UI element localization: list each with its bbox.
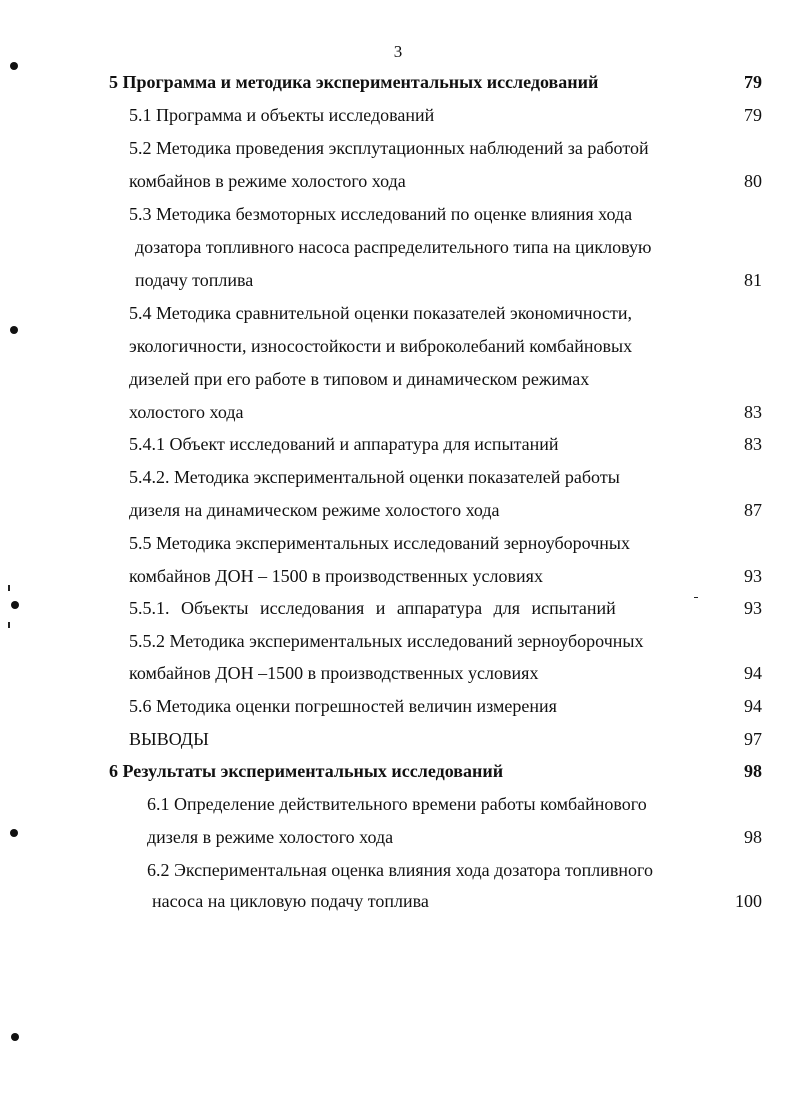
toc-entry-title: 5.4 Методика сравнительной оценки показателей экономичности, bbox=[129, 303, 632, 323]
toc-entry-title: дизелей при его работе в типовом и динамическом режимах bbox=[129, 369, 590, 389]
toc-entry-title: насоса на цикловую подачу топлива bbox=[152, 891, 429, 911]
toc-entry[interactable] bbox=[0, 855, 796, 885]
toc-entry-title: дозатора топливного насоса распределительного типа на цикловую bbox=[135, 237, 652, 257]
toc-entry[interactable] bbox=[0, 822, 796, 852]
toc-entry[interactable] bbox=[0, 691, 796, 721]
toc-entry-title: 5.2 Методика проведения эксплутационных наблюдений за работой bbox=[129, 138, 649, 158]
toc-entry-page: 81 bbox=[744, 270, 762, 290]
toc-entry-page: 83 bbox=[744, 434, 762, 454]
toc-entry[interactable] bbox=[0, 429, 796, 459]
toc-entry-page: 93 bbox=[744, 598, 762, 618]
toc-entry-title: экологичности, износостойкости и виброколебаний комбайновых bbox=[129, 336, 633, 356]
toc-entry-title: 5.5.1. Объекты исследования и аппаратура для испытаний bbox=[129, 598, 616, 618]
toc-entry[interactable] bbox=[0, 265, 796, 295]
toc-entry-page: 83 bbox=[744, 402, 762, 422]
punch-hole-mark bbox=[10, 829, 18, 837]
toc-entry-title: ВЫВОДЫ bbox=[129, 729, 209, 749]
toc-entry-title: 5.1 Программа и объекты исследований bbox=[129, 105, 435, 125]
toc-entry[interactable] bbox=[0, 232, 796, 262]
punch-hole-mark bbox=[11, 601, 19, 609]
toc-entry-title: дизеля на динамическом режиме холостого хода bbox=[129, 500, 500, 520]
toc-entry-page: 94 bbox=[744, 696, 762, 716]
toc-entry[interactable] bbox=[0, 199, 796, 229]
punch-hole-mark bbox=[11, 1033, 19, 1041]
toc-entry-title: 5.5.2 Методика экспериментальных исследований зерноуборочных bbox=[129, 631, 644, 651]
toc-entry[interactable] bbox=[0, 561, 796, 591]
toc-entry-title: 5.4.1 Объект исследований и аппаратура для испытаний bbox=[129, 434, 559, 454]
toc-entry[interactable] bbox=[0, 626, 796, 656]
toc-entry[interactable] bbox=[0, 658, 796, 688]
toc-entry-title: дизеля в режиме холостого хода bbox=[147, 827, 394, 847]
scan-speck bbox=[8, 585, 10, 591]
toc-entry-page: 80 bbox=[744, 171, 762, 191]
toc-entry[interactable] bbox=[0, 331, 796, 361]
toc-entry[interactable] bbox=[0, 756, 796, 786]
toc-entry[interactable] bbox=[0, 166, 796, 196]
scan-speck bbox=[694, 597, 698, 598]
punch-hole-mark bbox=[10, 62, 18, 70]
toc-entry[interactable] bbox=[0, 886, 796, 916]
page-number: 3 bbox=[393, 42, 403, 61]
toc-entry-page: 98 bbox=[744, 761, 762, 781]
toc-entry-title: подачу топлива bbox=[135, 270, 254, 290]
toc-entry-page: 79 bbox=[744, 72, 762, 92]
toc-entry[interactable] bbox=[0, 100, 796, 130]
toc-entry-page: 93 bbox=[744, 566, 762, 586]
toc-entry-title: 5.5 Методика экспериментальных исследований зерноуборочных bbox=[129, 533, 630, 553]
toc-entry-title: 5.3 Методика безмоторных исследований по оценке влияния хода bbox=[129, 204, 633, 224]
toc-entry[interactable] bbox=[0, 364, 796, 394]
toc-entry[interactable] bbox=[0, 724, 796, 754]
toc-entry-title: 6.1 Определение действительного времени работы комбайнового bbox=[147, 794, 647, 814]
scan-speck bbox=[8, 622, 10, 628]
toc-entry-title: холостого хода bbox=[129, 402, 244, 422]
toc-entry-page: 97 bbox=[744, 729, 762, 749]
toc-entry[interactable] bbox=[0, 298, 796, 328]
toc-entry[interactable] bbox=[0, 495, 796, 525]
punch-hole-mark bbox=[10, 326, 18, 334]
toc-entry-page: 100 bbox=[735, 891, 762, 911]
toc-entry[interactable] bbox=[0, 789, 796, 819]
toc-entry-title: 6.2 Экспериментальная оценка влияния хода дозатора топливного bbox=[147, 860, 653, 880]
toc-entry[interactable] bbox=[0, 133, 796, 163]
toc-entry-page: 79 bbox=[744, 105, 762, 125]
toc-entry-page: 87 bbox=[744, 500, 762, 520]
toc-entry-title: 5 Программа и методика экспериментальных исследований bbox=[109, 72, 599, 92]
toc-entry[interactable] bbox=[0, 528, 796, 558]
toc-entry[interactable] bbox=[0, 397, 796, 427]
toc-entry-page: 98 bbox=[744, 827, 762, 847]
toc-entry[interactable] bbox=[0, 67, 796, 97]
toc-entry-page: 94 bbox=[744, 663, 762, 683]
toc-entry[interactable] bbox=[0, 462, 796, 492]
toc-entry-title: комбайнов ДОН – 1500 в производственных условиях bbox=[129, 566, 543, 586]
toc-entry-title: 6 Результаты экспериментальных исследований bbox=[109, 761, 504, 781]
toc-entry-title: комбайнов в режиме холостого хода bbox=[129, 171, 406, 191]
toc-entry-title: 5.4.2. Методика экспериментальной оценки показателей работы bbox=[129, 467, 620, 487]
toc-entry-title: 5.6 Методика оценки погрешностей величин измерения bbox=[129, 696, 557, 716]
toc-entry-title: комбайнов ДОН –1500 в производственных условиях bbox=[129, 663, 539, 683]
toc-entry[interactable] bbox=[0, 593, 796, 623]
